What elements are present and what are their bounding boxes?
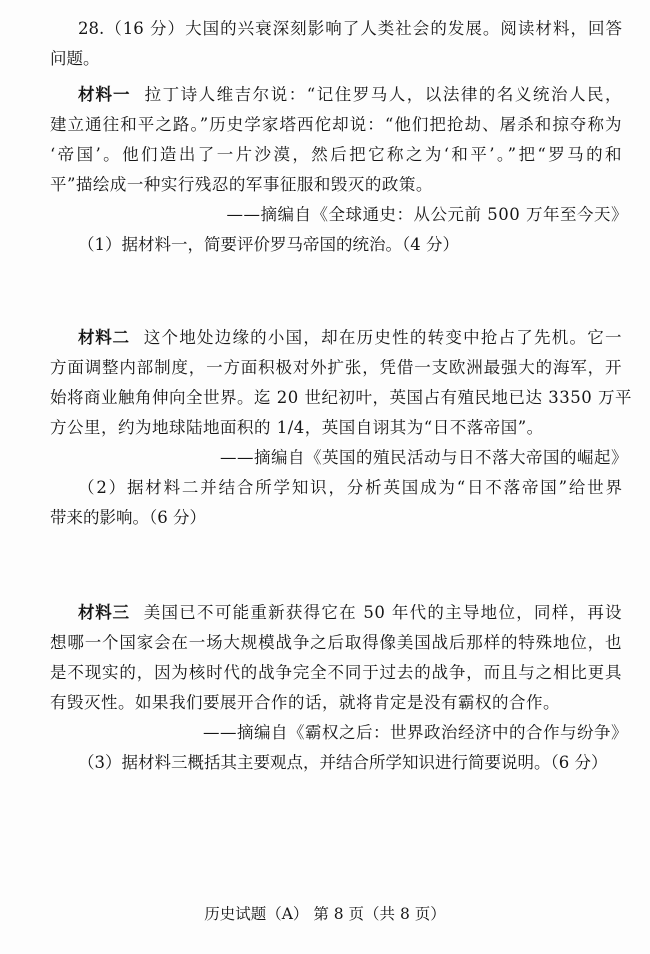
material3-line4: 有毁灭性。如果我们要展开合作的话，就将肯定是没有霸权的合作。: [50, 693, 560, 712]
material3-label: 材料三: [78, 603, 130, 622]
page-footer: 历史试题（A） 第 8 页（共 8 页）: [204, 905, 446, 923]
material1-text1: 拉丁诗人维吉尔说：“记住罗马人，以法律的名义统治人民，: [144, 85, 623, 104]
material3-text1: 美国已不可能重新获得它在 50 年代的主导地位，同样，再设: [143, 603, 622, 622]
answer-space-3: [50, 782, 622, 892]
question-1: （1）据材料一，简要评价罗马帝国的统治。（4 分）: [78, 235, 459, 254]
material2-label: 材料二: [78, 328, 130, 347]
answer-space-2: [50, 535, 622, 595]
material1-label: 材料一: [78, 85, 131, 104]
material3-line2: 想哪一个国家会在一场大规模战争之后取得像美国战后那样的特殊地位，也: [50, 633, 622, 652]
question-header-line2: 问题。: [50, 49, 100, 68]
answer-space-1: [50, 262, 622, 320]
material1-source: ——摘编自《全球通史：从公元前 500 万年至今天》: [226, 205, 628, 224]
material3-line1: [0, 598, 650, 628]
question-2-line2: 带来的影响。（6 分）: [50, 508, 206, 527]
material1-line1: [0, 80, 650, 110]
material1-line3: ‘帝国’。他们造出了一片沙漠，然后把它称之为‘和平’。”把“罗马的和: [50, 145, 622, 164]
question-header-line1: 28.（16 分）大国的兴衰深刻影响了人类社会的发展。阅读材料，回答: [78, 19, 622, 38]
question-3: （3）据材料三概括其主要观点，并结合所学知识进行简要说明。（6 分）: [78, 753, 608, 772]
material1-line2: 建立通往和平之路。”历史学家塔西佗却说：“他们把抢劫、屠杀和掠夺称为: [50, 115, 622, 134]
material1-line4: 平”描绘成一种实行残忍的军事征服和毁灭的政策。: [50, 175, 433, 194]
material2-line1: [0, 323, 650, 353]
material3-source: ——摘编自《霸权之后：世界政治经济中的合作与纷争》: [203, 723, 628, 742]
material2-line4: 方公里，约为地球陆地面积的 1/4，英国自诩其为“日不落帝国”。: [50, 418, 544, 437]
material2-line2: 方面调整内部制度，一方面积极对外扩张，凭借一支欧洲最强大的海军，开: [50, 358, 622, 377]
material2-text1: 这个地处边缘的小国，却在历史性的转变中抢占了先机。它一: [143, 328, 623, 347]
question-2-line1: （2）据材料二并结合所学知识，分析英国成为“日不落帝国”给世界: [78, 478, 622, 497]
material2-line3: 始将商业触角伸向全世界。迄 20 世纪初叶，英国占有殖民地已达 3350 万平: [50, 388, 632, 407]
material3-line3: 是不现实的，因为核时代的战争完全不同于过去的战争，而且与之相比更具: [50, 663, 622, 682]
material2-source: ——摘编自《英国的殖民活动与日不落大帝国的崛起》: [220, 448, 628, 467]
